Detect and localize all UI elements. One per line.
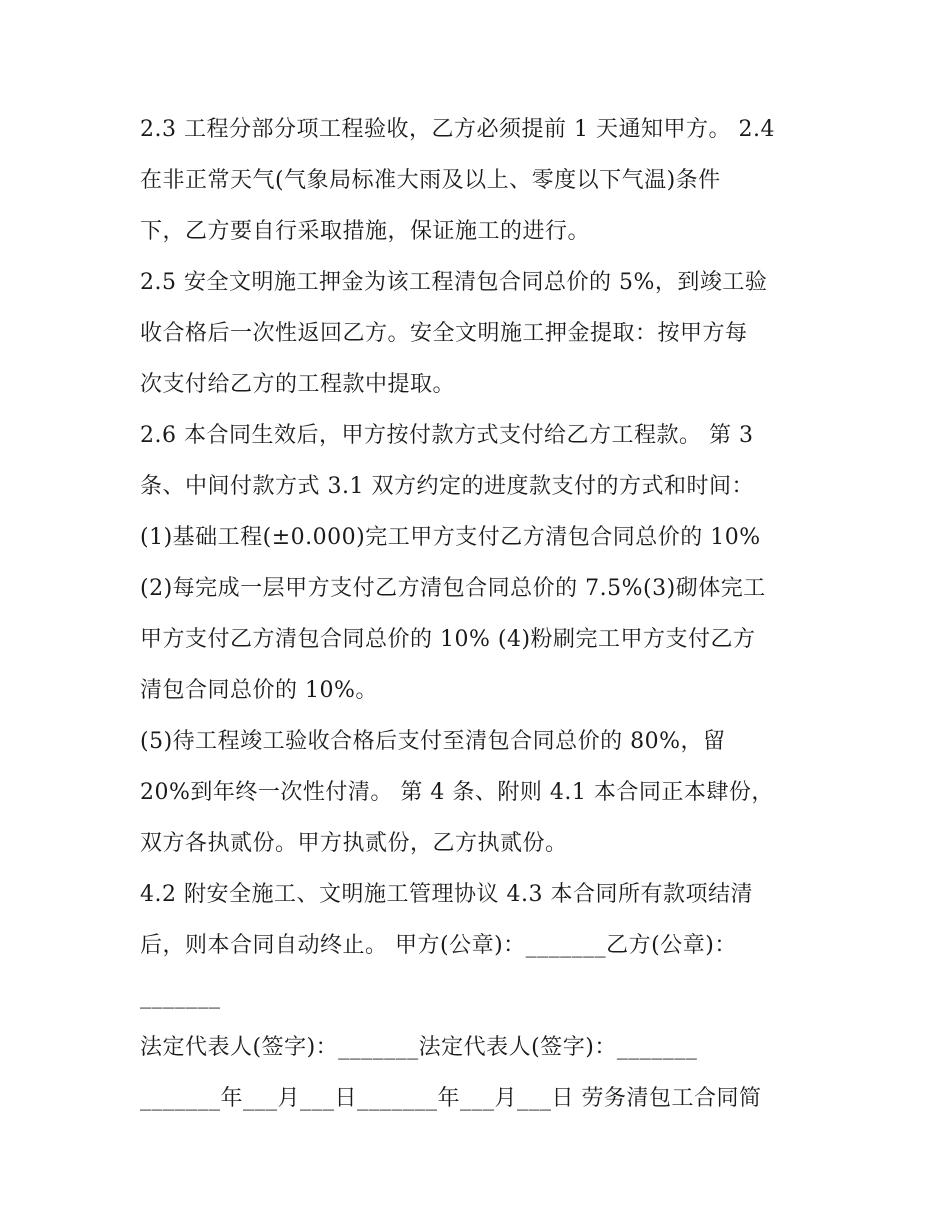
text-line: 清包合同总价的 10%。: [140, 678, 378, 703]
text-line: 条、中间付款方式 3.1 双方约定的进度款支付的方式和时间：: [140, 474, 754, 499]
text-line: _______年___月___日_______年___月___日 劳务清包工合同简: [140, 1086, 762, 1111]
text-line: 收合格后一次性返回乙方。安全文明施工押金提取：按甲方每: [140, 321, 748, 346]
text-line: 2.5 安全文明施工押金为该工程清包合同总价的 5%，到竣工验: [140, 270, 768, 295]
text-line: 甲方支付乙方清包合同总价的 10% (4)粉刷完工甲方支付乙方: [140, 627, 756, 652]
text-line: 在非正常天气(气象局标准大雨及以上、零度以下气温)条件: [140, 168, 721, 193]
text-line: 20%到年终一次性付清。 第 4 条、附则 4.1 本合同正本肆份，: [140, 780, 774, 805]
text-line: (1)基础工程(±0.000)完工甲方支付乙方清包合同总价的 10%: [140, 525, 761, 550]
text-line: 法定代表人(签字)：_______法定代表人(签字)：_______: [140, 1035, 698, 1060]
text-line: 2.3 工程分部分项工程验收，乙方必须提前 1 天通知甲方。 2.4: [140, 117, 775, 142]
text-line: 后，则本合同自动终止。 甲方(公章)：_______乙方(公章)：: [140, 933, 737, 958]
text-line: 下，乙方要自行采取措施，保证施工的进行。: [140, 219, 591, 244]
text-line: 2.6 本合同生效后，甲方按付款方式支付给乙方工程款。 第 3: [140, 423, 754, 448]
text-line: 4.2 附安全施工、文明施工管理协议 4.3 本合同所有款项结清: [140, 882, 753, 907]
text-line: (2)每完成一层甲方支付乙方清包合同总价的 7.5%(3)砌体完工: [140, 576, 766, 601]
contract-body-text: [140, 104, 820, 1124]
text-line: (5)待工程竣工验收合格后支付至清包合同总价的 80%，留: [140, 729, 726, 754]
text-line: 双方各执贰份。甲方执贰份，乙方执贰份。: [140, 831, 568, 856]
text-line: 次支付给乙方的工程款中提取。: [140, 372, 456, 397]
text-line: _______: [140, 984, 221, 1009]
